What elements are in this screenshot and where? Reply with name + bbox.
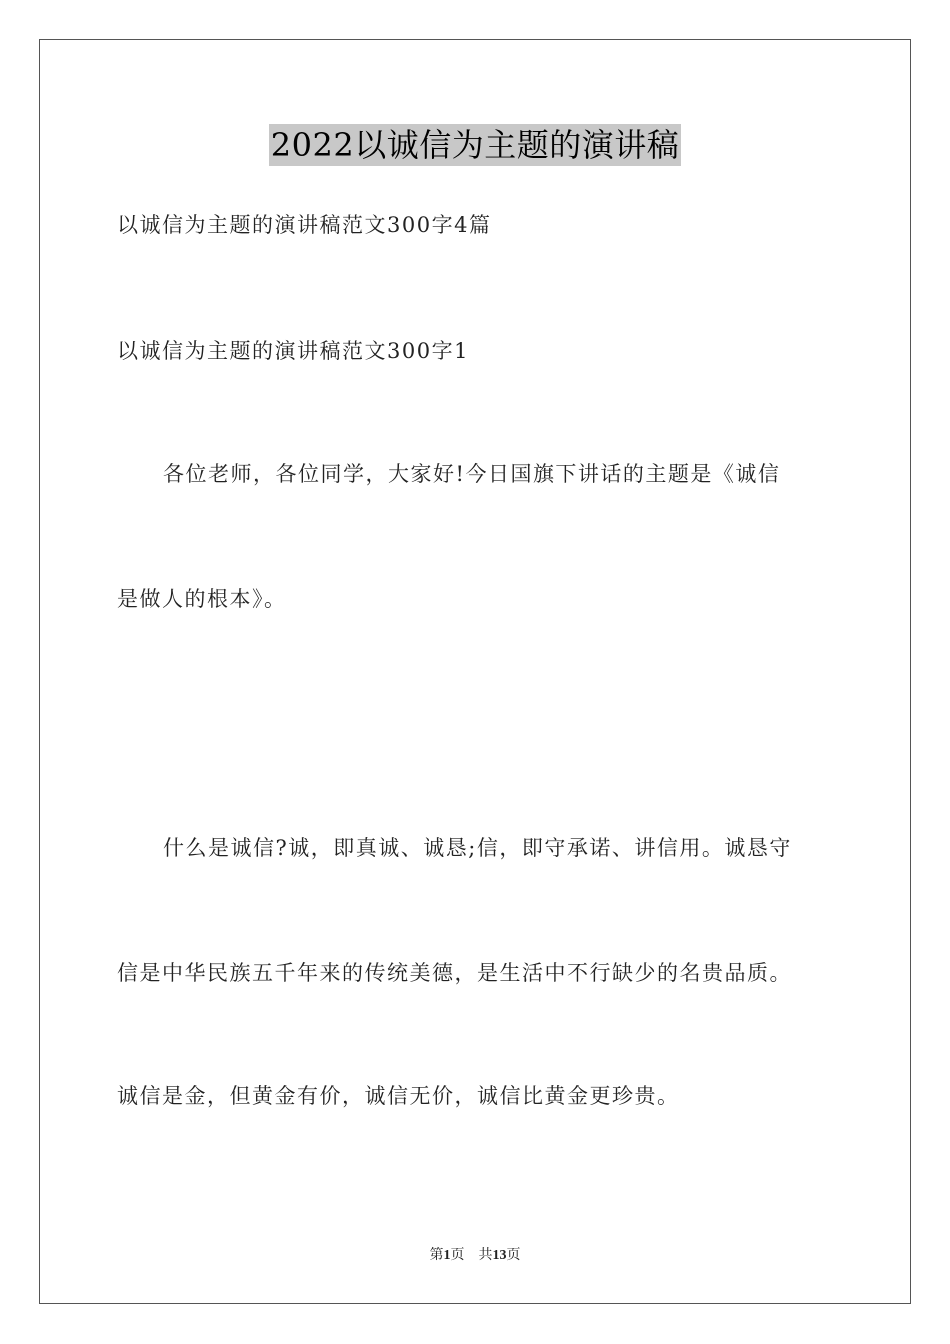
- footer-prefix: 第: [429, 1248, 444, 1263]
- footer-suffix: 页: [506, 1248, 521, 1263]
- document-subtitle: 以诚信为主题的演讲稿范文300字4篇: [117, 213, 492, 237]
- document-title: 2022以诚信为主题的演讲稿: [270, 126, 680, 164]
- paragraph1-line2: 是做人的根本》。: [117, 587, 287, 611]
- paragraph1-line1: 各位老师，各位同学，大家好!今日国旗下讲话的主题是《诚信: [163, 462, 781, 486]
- footer-mid: 页 共: [450, 1248, 493, 1263]
- footer-current-page: 1: [443, 1248, 451, 1263]
- paragraph2-line2: 信是中华民族五千年来的传统美德，是生活中不行缺少的名贵品质。: [117, 961, 792, 985]
- paragraph2-line3: 诚信是金，但黄金有价，诚信无价，诚信比黄金更珍贵。: [117, 1084, 680, 1108]
- section-heading: 以诚信为主题的演讲稿范文300字1: [117, 339, 469, 363]
- page-footer: [0, 1246, 950, 1266]
- footer-total-pages: 13: [492, 1248, 507, 1263]
- paragraph2-line1: 什么是诚信?诚，即真诚、诚恳;信，即守承诺、讲信用。诚恳守: [163, 836, 792, 860]
- title-container: [0, 124, 950, 166]
